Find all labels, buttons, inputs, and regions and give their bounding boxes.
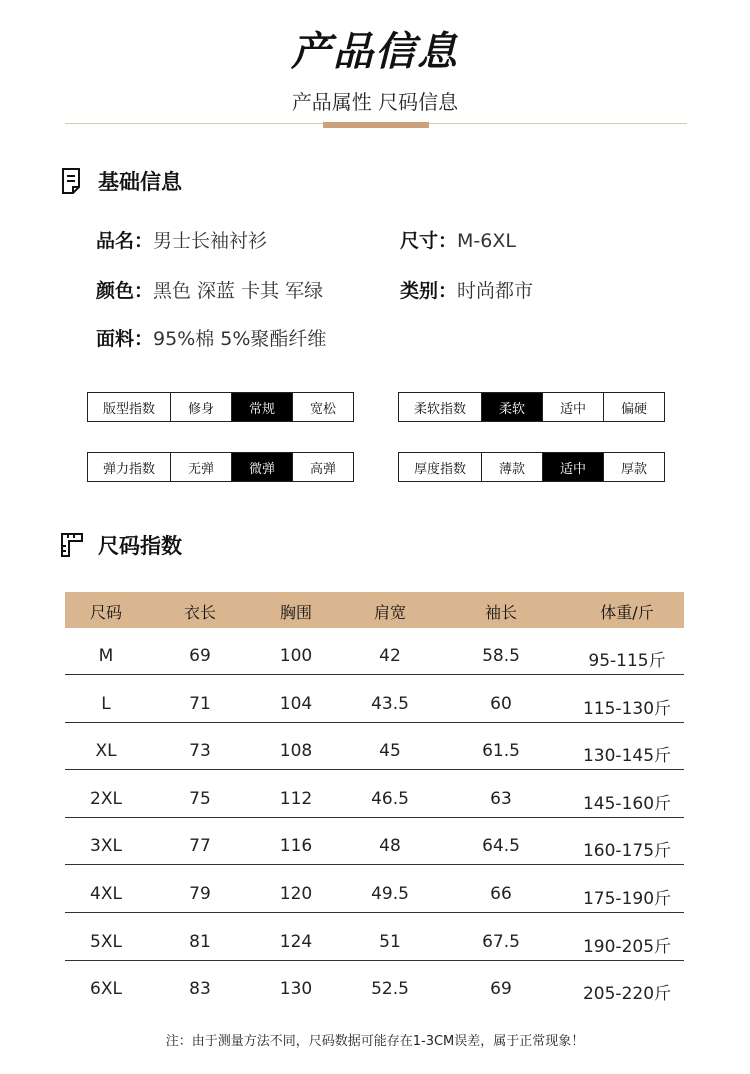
table-cell: 67.5 (482, 931, 520, 952)
size-cell: M (98, 646, 114, 666)
table-cell: 79 (189, 884, 211, 904)
table-cell: 60 (490, 693, 512, 714)
scale-option-selected: 微弹 (231, 453, 292, 481)
scale-label: 弹力指数 (88, 453, 170, 481)
table-cell: 104 (279, 693, 313, 714)
table-cell: 77 (189, 836, 211, 857)
table-cell: 100 (279, 646, 313, 666)
section-title: 尺码指数 (98, 534, 182, 558)
table-cell: 52.5 (371, 979, 409, 1000)
scale-option: 修身 (170, 393, 231, 421)
table-cell: 51 (379, 931, 401, 952)
scale-option: 厚款 (603, 453, 664, 481)
table-cell: 108 (279, 741, 313, 762)
section-title: 基础信息 (98, 170, 182, 194)
column-header: 胸围 (279, 603, 312, 622)
table-cell: 145-160斤 (582, 793, 672, 814)
table-cell: 69 (189, 646, 211, 666)
table-cell: 58.5 (482, 646, 520, 666)
value: M-6XL (457, 230, 516, 252)
value: 男士长袖衬衫 (153, 230, 268, 252)
table-cell: 61.5 (482, 741, 520, 762)
value: 黑色 深蓝 卡其 军绿 (153, 280, 324, 302)
table-cell: 130 (279, 979, 313, 1000)
scale-option: 无弹 (170, 453, 231, 481)
size-cell: 5XL (90, 931, 122, 952)
label: 颜色： (96, 280, 154, 302)
value: 时尚都市 (457, 280, 534, 302)
table-cell: 48 (379, 836, 401, 857)
column-header: 衣长 (183, 603, 216, 622)
table-cell: 46.5 (371, 788, 409, 809)
size-cell: 4XL (90, 884, 122, 904)
table-row-divider (65, 960, 684, 961)
table-cell: 45 (379, 741, 401, 762)
measurement-note: 注：由于测量方法不同，尺码数据可能存在1-3CM误差，属于正常现象！ (165, 1034, 585, 1049)
table-cell: 73 (189, 741, 211, 762)
product-name (96, 226, 267, 253)
scale-option: 薄款 (481, 453, 542, 481)
fit-index-scale (87, 392, 354, 422)
table-cell: 190-205斤 (582, 936, 672, 957)
page-subtitle: 产品属性 尺码信息 (291, 90, 459, 114)
table-cell: 83 (189, 979, 211, 1000)
product-color (96, 276, 323, 303)
table-cell: 124 (279, 931, 313, 952)
ruler-icon (60, 531, 84, 559)
table-cell: 175-190斤 (582, 889, 672, 909)
table-cell: 69 (490, 979, 512, 1000)
column-header: 尺码 (89, 603, 122, 622)
document-icon (60, 167, 84, 195)
table-cell: 63 (490, 788, 512, 809)
table-row-divider (65, 722, 684, 723)
scale-option: 偏硬 (603, 393, 664, 421)
table-row-divider (65, 817, 684, 818)
scale-option: 适中 (542, 393, 603, 421)
label: 面料： (96, 328, 154, 350)
table-row-divider (65, 912, 684, 913)
size-cell: 6XL (90, 979, 122, 1000)
column-header: 体重/斤 (600, 603, 654, 622)
product-size (400, 226, 516, 253)
stretch-index-scale (87, 452, 354, 482)
table-cell: 112 (279, 788, 313, 809)
table-row-divider (65, 864, 684, 865)
scale-label: 版型指数 (88, 393, 170, 421)
table-cell: 71 (189, 693, 211, 714)
label: 类别： (400, 280, 458, 302)
size-cell: 3XL (90, 836, 122, 857)
label: 品名： (96, 230, 154, 252)
table-cell: 116 (279, 836, 313, 857)
scale-option-selected: 适中 (542, 453, 603, 481)
scale-option: 宽松 (292, 393, 353, 421)
scale-label: 厚度指数 (399, 453, 481, 481)
scale-option: 高弹 (292, 453, 353, 481)
table-cell: 49.5 (371, 884, 409, 904)
scale-option-selected: 常规 (231, 393, 292, 421)
table-row-divider (65, 769, 684, 770)
product-category (400, 276, 533, 303)
table-cell: 75 (189, 788, 211, 809)
label: 尺寸： (400, 230, 458, 252)
page-title: 产品信息 (291, 29, 459, 75)
thickness-index-scale (398, 452, 665, 482)
size-cell: L (101, 693, 111, 714)
table-cell: 66 (490, 884, 512, 904)
table-cell: 43.5 (371, 693, 409, 714)
product-fabric (96, 324, 326, 351)
table-cell: 95-115斤 (588, 651, 666, 671)
softness-index-scale (398, 392, 665, 422)
table-cell: 120 (279, 884, 313, 904)
table-cell: 42 (379, 646, 401, 666)
scale-label: 柔软指数 (399, 393, 481, 421)
scale-option-selected: 柔软 (481, 393, 542, 421)
table-cell: 205-220斤 (582, 984, 672, 1005)
table-row-divider (65, 674, 684, 675)
column-header: 肩宽 (373, 603, 406, 622)
divider-accent (323, 122, 429, 128)
table-cell: 130-145斤 (582, 746, 672, 767)
table-cell: 160-175斤 (582, 841, 672, 862)
column-header: 袖长 (484, 603, 517, 622)
size-cell: 2XL (90, 788, 122, 809)
value: 95%棉 5%聚酯纤维 (153, 328, 327, 350)
table-cell: 115-130斤 (582, 698, 672, 719)
size-cell: XL (95, 741, 117, 762)
table-cell: 81 (189, 931, 211, 952)
size-index-heading (60, 530, 182, 560)
table-cell: 64.5 (482, 836, 520, 857)
basic-info-heading (60, 166, 182, 196)
